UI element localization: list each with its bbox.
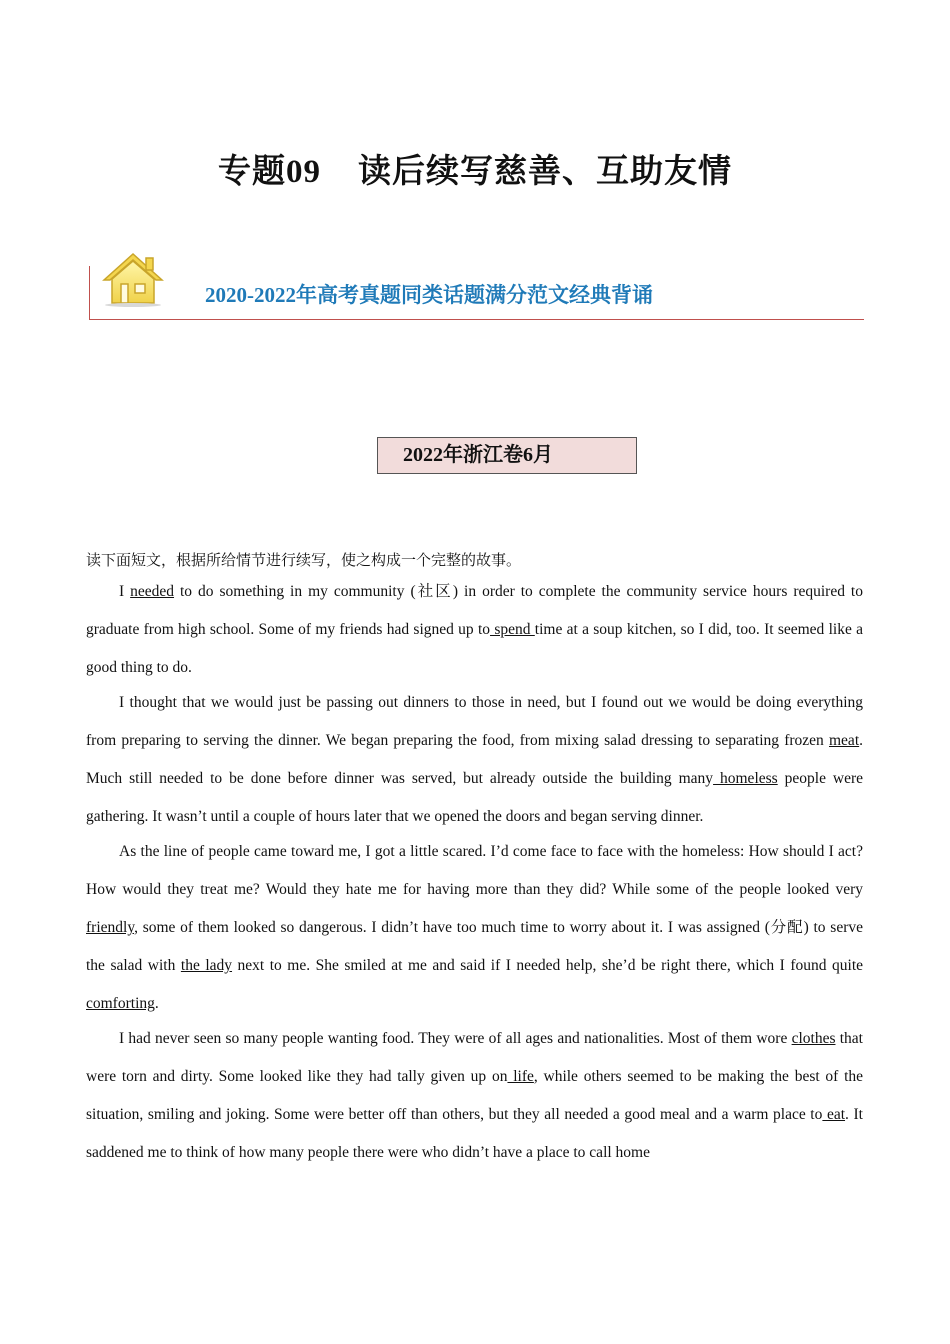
source-label-box: 2022年浙江卷6月 <box>377 437 637 474</box>
passage-paragraph <box>86 833 863 1023</box>
text-run: . <box>154 995 159 1012</box>
page-title: 专题09 读后续写慈善、互助友情 <box>218 154 732 190</box>
text-run: , while others seemed to be making the best of the situation, smiling and joking. Some were better off than others, but they all needed a good meal and a warm place to <box>86 1068 864 1123</box>
underlined-word: the lady <box>180 957 233 974</box>
underlined-word: life <box>507 1068 534 1085</box>
reading-passage <box>86 573 863 1169</box>
banner-divider-vertical <box>89 266 90 320</box>
text-run: . It saddened me to think of how many people there were who didn’t have a place to call home <box>86 1106 863 1161</box>
instruction-text: 读下面短文，根据所给情节进行续写，使之构成一个完整的故事。 <box>86 553 522 569</box>
passage-paragraph <box>86 1020 863 1172</box>
banner-divider <box>89 319 864 320</box>
text-run: time at a soup kitchen, so I did, too. It seemed like a good thing to do. <box>86 621 863 676</box>
section-banner-title: 2020-2022年高考真题同类话题满分范文经典背诵 <box>205 283 653 307</box>
text-run: next to me. She smiled at me and said if I needed help, she’d be right there, which I found quite <box>232 957 864 974</box>
text-run: I thought that we would just be passing out dinners to those in need, but I found out we would be doing everything from preparing to serving the dinner. We began preparing the food, from mixing salad dressing to separating frozen <box>86 694 863 749</box>
underlined-word: meat <box>829 732 860 749</box>
text-run: I <box>119 583 131 600</box>
underlined-word: needed <box>130 583 175 600</box>
house-icon <box>101 251 165 307</box>
text-run: people were gathering. It wasn’t until a couple of hours later that we opened the doors and began serving dinner. <box>86 770 864 825</box>
text-run: As the line of people came toward me, I got a little scared. I’d come face to face with the homeless: How should I act? How would they treat me? Would they hate me for having more than they did? While some of the people looked very <box>86 843 863 898</box>
text-run: , some of them looked so dangerous. I didn’t have too much time to worry about it. I was assigned (分配) to serve the salad with <box>86 919 863 974</box>
text-run: that were torn and dirty. Some looked like they had tally given up on <box>86 1030 863 1085</box>
text-run: I had never seen so many people wanting food. They were of all ages and nationalities. Most of them wore <box>119 1030 792 1047</box>
underlined-word: friendly <box>86 919 135 936</box>
text-run: to do something in my community (社区) in order to complete the community service hours required to graduate from high school. Some of my friends had signed up to <box>86 583 863 638</box>
passage-paragraph <box>86 573 863 687</box>
underlined-word: spend <box>490 621 535 638</box>
underlined-word: eat <box>822 1106 846 1123</box>
underlined-word: homeless <box>713 770 778 787</box>
passage-paragraph <box>86 684 863 836</box>
underlined-word: comforting <box>86 995 155 1012</box>
text-run: . Much still needed to be done before dinner was served, but already outside the building many <box>86 732 863 787</box>
underlined-word: clothes <box>791 1030 836 1047</box>
